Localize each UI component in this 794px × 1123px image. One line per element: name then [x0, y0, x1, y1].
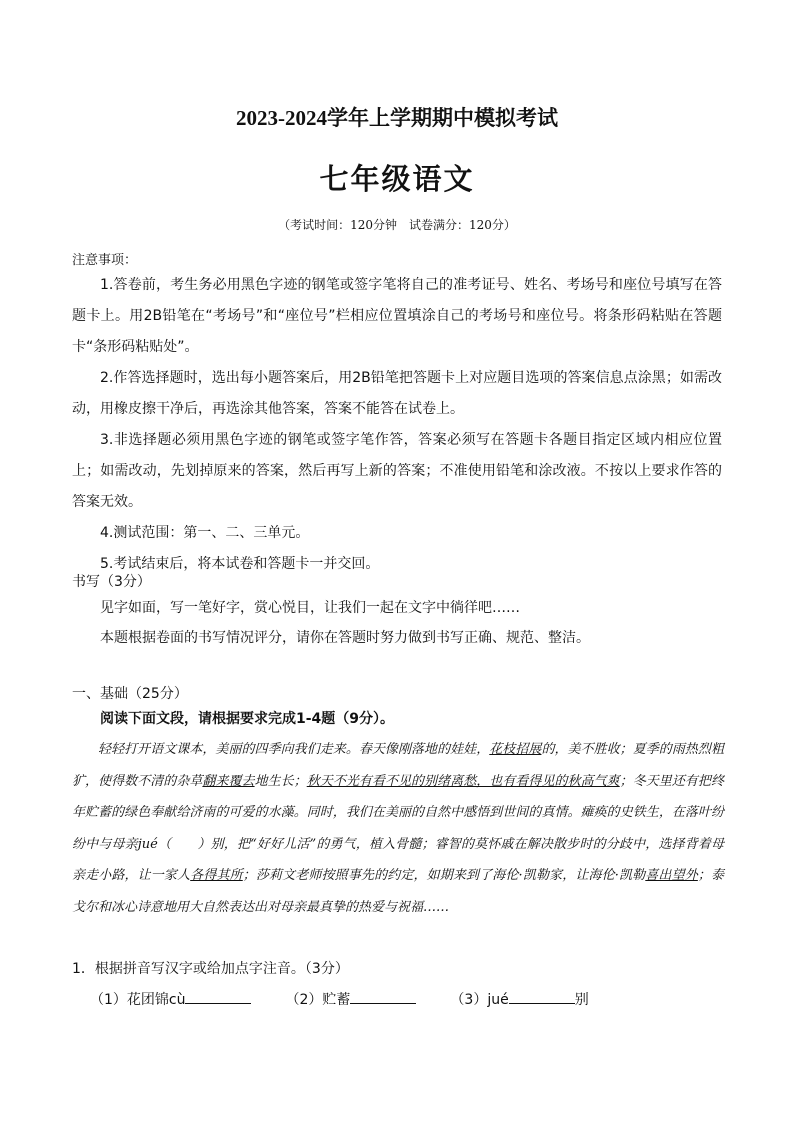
answer-blank[interactable] — [509, 990, 575, 1004]
question-1-item — [450, 989, 588, 1009]
basics-heading: 一、基础（25分） — [72, 686, 188, 702]
basics-instruction: 阅读下面文段，请根据要求完成1-4题（9分）。 — [100, 711, 395, 727]
passage-text: ；莎莉文老师按照事先的约定，如期来到了海伦·凯勒家，让海伦·凯勒 — [242, 868, 646, 883]
notice-item-4: 4.测试范围：第一、二、三单元。 — [100, 525, 310, 541]
passage-text: ；冬天里还有把终年贮蓄的绿色奉献给济南的可爱的水藻。同时，我们在美丽的自然中感悟到世间的真情。瘫痪的史铁生，在落叶纷纷中与母亲jué（ ）别，把“好好儿活”的勇气，植入骨髓；睿智的莫怀戚在解决散步时的分歧中，选择背着母亲走小路，让一家人 — [72, 773, 724, 883]
reading-passage — [72, 734, 724, 923]
item-label: （3）jué — [450, 992, 509, 1008]
notice-heading: 注意事项： — [72, 253, 138, 268]
underlined-phrase: 花枝招展 — [489, 742, 542, 757]
passage-text: 的，美不胜收；夏季的雨热烈粗犷，使得数不清的杂草 — [72, 742, 724, 789]
notice-item-3: 3.非选择题必须用黑色字迹的钢笔或签字笔作答，答案必须写在答题卡各题目指定区域内相应位置上；如需改动，先划掉原来的答案，然后再写上新的答案；不准使用铅笔和涂改液。不按以上要求作答的答案无效。 — [72, 432, 722, 510]
writing-line-1: 见字如面，写一笔好字，赏心悦目，让我们一起在文字中徜徉吧…… — [100, 600, 520, 616]
underlined-phrase: 秋天不光有看不见的别绪离愁，也有看得见的秋高气爽 — [306, 773, 620, 789]
underlined-phrase: 喜出望外 — [645, 868, 698, 883]
question-1-item — [285, 989, 416, 1009]
notice-item-1: 1.答卷前，考生务必用黑色字迹的钢笔或签字笔将自己的准考证号、姓名、考场号和座位号填写在答题卡上。用2B铅笔在“考场号”和“座位号”栏相应位置填涂自己的考场号和座位号。将条形码粘贴在答题卡“条形码粘贴处”。 — [72, 277, 722, 355]
underlined-phrase: 翻来覆去 — [202, 773, 255, 789]
item-label: （2）贮蓄 — [285, 992, 351, 1008]
exam-meta: （考试时间：120分钟 试卷满分：120分） — [278, 218, 516, 232]
underlined-phrase: 各得其所 — [190, 868, 243, 883]
answer-blank[interactable] — [350, 990, 416, 1004]
notice-item-2: 2.作答选择题时，选出每小题答案后，用2B铅笔把答题卡上对应题目选项的答案信息点涂黑；如需改动，用橡皮擦干净后，再选涂其他答案，答案不能答在试卷上。 — [72, 370, 722, 417]
writing-heading: 书写（3分） — [72, 574, 151, 590]
question-1-item — [90, 989, 251, 1009]
passage-text: 地生长； — [254, 773, 307, 789]
notice-list — [72, 270, 722, 580]
writing-line-2: 本题根据卷面的书写情况评分，请你在答题时努力做到书写正确、规范、整洁。 — [100, 630, 590, 646]
passage-text: 轻轻打开语文课本，美丽的四季向我们走来。春天像刚落地的娃娃， — [98, 742, 490, 757]
subject-title: 七年级语文 — [319, 162, 475, 196]
item-label: （1）花团锦cù — [90, 992, 186, 1008]
item-suffix: 别 — [574, 992, 589, 1008]
notice-item-5: 5.考试结束后，将本试卷和答题卡一并交回。 — [100, 556, 380, 572]
question-1-items — [90, 989, 589, 1009]
exam-title: 2023-2024学年上学期期中模拟考试 — [236, 106, 558, 130]
passage-text: ；泰戈尔和冰心诗意地用大自然表达出对母亲最真挚的热爱与祝福…… — [72, 868, 724, 915]
question-1-stem: 1．根据拼音写汉字或给加点字注音。（3分） — [72, 961, 349, 977]
answer-blank[interactable] — [185, 990, 251, 1004]
